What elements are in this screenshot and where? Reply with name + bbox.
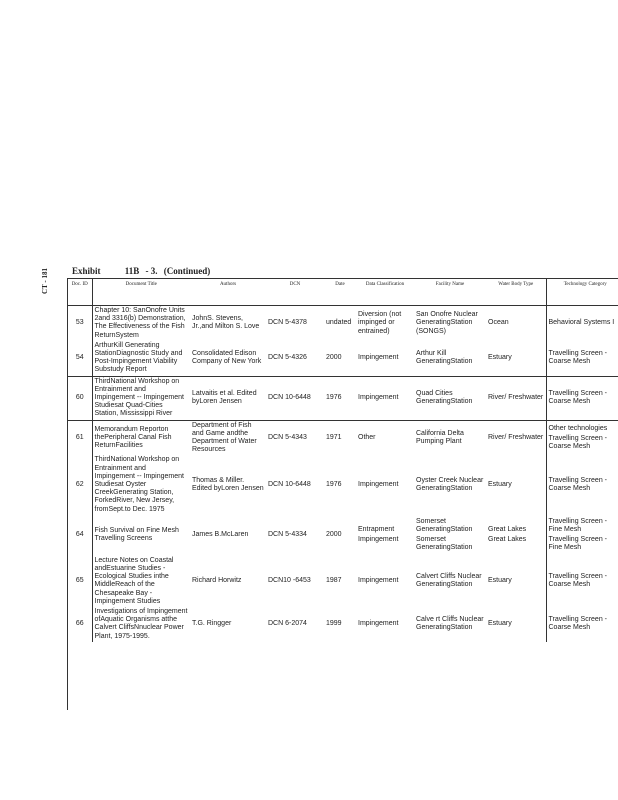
cell-technology xyxy=(546,341,618,376)
cell-doc-id: 60 xyxy=(68,376,92,420)
cell-water-body-entry: River/ Freshwater xyxy=(488,433,544,441)
exhibit-number: 11B xyxy=(124,266,140,276)
cell-technology-entry: Travelling Screen - Coarse Mesh xyxy=(548,434,607,451)
header-authors: Authors xyxy=(219,282,237,287)
cell-date: 1976 xyxy=(324,376,356,420)
header-facility: Facility Name xyxy=(435,282,465,287)
cell-authors: Department of Fish and Game andthe Department of Water Resources xyxy=(192,421,257,454)
exhibit-table-wrapper xyxy=(68,278,618,642)
cell-data-classification xyxy=(356,455,414,514)
cell-data-classification xyxy=(356,376,414,420)
cell-technology xyxy=(546,306,618,341)
table-row xyxy=(68,306,618,341)
cell-water-body-entry: Estuary xyxy=(488,354,512,362)
cell-technology xyxy=(546,420,618,455)
header-technology: Technology Category xyxy=(563,282,607,287)
cell-facility-entry: Somerset GeneratingStation xyxy=(416,517,473,534)
cell-authors: Richard Horwitz xyxy=(192,577,242,585)
cell-data-classification-entry: Impingement xyxy=(358,394,399,402)
cell-title: Investigations of Impingement ofAquatic Organisms atthe Calvert CliffsNnuclear Power Plant, 1975-1995. xyxy=(94,607,188,640)
cell-data-classification-entry: Diversion (not impinged or entrained) xyxy=(358,311,402,335)
cell-dcn: DCN 10-6448 xyxy=(268,481,311,489)
cell-facility xyxy=(414,556,486,607)
cell-facility-entry: Oyster Creek Nuclear GeneratingStation xyxy=(416,476,484,493)
cell-facility xyxy=(414,341,486,376)
cell-title: ThirdNational Workshop on Entrainment and Impingement -- Impingement Studiesat Quad-Cities Station, Mississippi River xyxy=(92,376,190,420)
exhibit-word: Exhibit xyxy=(72,266,101,276)
cell-water-body-entry: Estuary xyxy=(488,577,512,585)
cell-data-classification-entry: Impingement xyxy=(358,577,399,585)
header-dcn: DCN xyxy=(289,282,301,287)
cell-technology-entry: Travelling Screen - Coarse Mesh xyxy=(548,350,607,366)
exhibit-title xyxy=(72,266,214,276)
cell-data-classification xyxy=(356,341,414,376)
cell-water-body-entry: Great Lakes xyxy=(488,536,527,544)
table-row xyxy=(68,556,618,607)
cell-water-body xyxy=(486,420,546,455)
cell-data-classification xyxy=(356,556,414,607)
cell-title: Fish Survival on Fine Mesh Travelling Screens xyxy=(94,527,179,543)
cell-water-body xyxy=(486,455,546,514)
cell-date: 1987 xyxy=(326,577,342,585)
header-data-classification: Data Classification xyxy=(365,282,405,287)
cell-authors: Latvaitis et al. Edited byLoren Jensen xyxy=(190,376,266,420)
cell-data-classification-entry: Impingement xyxy=(358,481,399,489)
cell-data-classification xyxy=(356,515,414,556)
cell-data-classification-entry: Impingement xyxy=(358,354,399,362)
cell-doc-id: 61 xyxy=(68,420,92,455)
cell-facility-entry: Arthur Kill GeneratingStation xyxy=(416,350,473,366)
cell-authors: Thomas & Miller. Edited byLoren Jensen xyxy=(192,476,264,493)
cell-technology-entry: Travelling Screen - Coarse Mesh xyxy=(548,476,607,493)
table-row xyxy=(68,515,618,556)
cell-date: 2000 xyxy=(324,341,356,376)
cell-title: Lecture Notes on Coastal andEstuarine Studies - Ecological Studies inthe MiddleReach of the Chesapeake Bay - Impingement Studies xyxy=(94,556,174,605)
cell-facility xyxy=(414,607,486,642)
cell-facility xyxy=(414,420,486,455)
cell-facility xyxy=(414,515,486,556)
table-header-row xyxy=(68,279,618,306)
header-doc-id: Doc. ID xyxy=(68,279,92,306)
cell-technology xyxy=(546,376,618,420)
cell-data-classification xyxy=(356,420,414,455)
cell-data-classification xyxy=(356,306,414,341)
cell-technology-entry: Travelling Screen - Fine Mesh xyxy=(548,517,607,534)
cell-water-body xyxy=(486,607,546,642)
cell-data-classification-entry: Entrapment xyxy=(358,526,395,534)
cell-technology-entry: Travelling Screen - Coarse Mesh xyxy=(548,389,607,406)
cell-technology xyxy=(546,515,618,556)
cell-dcn: DCN 5-4378 xyxy=(268,319,307,327)
table-row xyxy=(68,455,618,514)
cell-date: 1971 xyxy=(326,433,342,441)
cell-technology-entry: Travelling Screen - Fine Mesh xyxy=(548,536,607,552)
cell-dcn: DCN 5-4343 xyxy=(268,433,307,441)
header-water-body: Water Body Type xyxy=(486,279,546,306)
cell-technology-entry: Travelling Screen - Coarse Mesh xyxy=(548,573,607,589)
cell-date: 2000 xyxy=(326,531,342,539)
cell-date: 1976 xyxy=(326,481,342,489)
table-row xyxy=(68,607,618,642)
table-row xyxy=(68,376,618,420)
cell-date: 1999 xyxy=(326,620,342,628)
cell-facility-entry: California Delta Pumping Plant xyxy=(416,429,464,446)
cell-facility xyxy=(414,306,486,341)
cell-authors: James B.McLaren xyxy=(192,531,249,539)
cell-title: Memorandum Reporton thePeripheral Canal Fish ReturnFacilities xyxy=(94,425,172,450)
cell-dcn: DCN10 -6453 xyxy=(268,577,311,585)
cell-dcn: DCN 5-4334 xyxy=(268,531,307,539)
cell-doc-id: 54 xyxy=(68,341,92,376)
cell-technology xyxy=(546,607,618,642)
cell-title: Chapter 10: SanOnofre Units 2and 3316(b) Demonstration, The Effectiveness of the Fish ReturnSystem xyxy=(94,307,186,339)
exhibit-dash: - 3. xyxy=(145,266,158,276)
cell-title: ArthurKill Generating StationDiagnostic Study and Post-Impingement Viability Substudy Report xyxy=(92,341,190,376)
cell-doc-id: 64 xyxy=(68,515,92,556)
table-row xyxy=(68,341,618,376)
cell-data-classification xyxy=(356,607,414,642)
cell-data-classification-entry: Impingement xyxy=(358,536,399,544)
cell-doc-id: 66 xyxy=(68,607,92,642)
header-title: Document Title xyxy=(125,282,157,287)
cell-facility-entry: San Onofre Nuclear GeneratingStation (SONGS) xyxy=(416,311,478,335)
page-side-label: CT - 181 xyxy=(41,268,49,294)
table-row xyxy=(68,420,618,455)
cell-technology-entry: Other technologies xyxy=(548,424,608,432)
cell-data-classification-entry: Other xyxy=(358,433,376,441)
cell-doc-id: 53 xyxy=(68,306,92,341)
cell-technology xyxy=(546,556,618,607)
cell-authors: T.G. Ringger xyxy=(192,620,232,628)
cell-title: ThirdNational Workshop on Entrainment and Impingement -- Impingement Studiesat Oyster CreekGenerating Station, ForkedRiver, New Jersey, fromSept.to Dec. 1975 xyxy=(94,456,184,513)
cell-dcn: DCN 6-2074 xyxy=(268,620,307,628)
cell-facility xyxy=(414,376,486,420)
cell-technology-entry: Travelling Screen - Coarse Mesh xyxy=(548,616,607,632)
cell-doc-id: 62 xyxy=(68,455,92,514)
exhibit-continued: (Continued) xyxy=(163,266,211,276)
cell-technology xyxy=(546,455,618,514)
cell-dcn: DCN 10-6448 xyxy=(266,376,324,420)
cell-facility-entry: Somerset GeneratingStation xyxy=(416,536,473,552)
cell-water-body-entry: River/ Freshwater xyxy=(488,394,544,402)
exhibit-table xyxy=(68,278,618,642)
cell-facility-entry: Calve rt Cliffs Nuclear GeneratingStation xyxy=(416,616,484,632)
cell-water-body-entry: Great Lakes xyxy=(488,526,527,534)
cell-water-body xyxy=(486,376,546,420)
cell-water-body xyxy=(486,515,546,556)
cell-facility xyxy=(414,455,486,514)
cell-water-body xyxy=(486,556,546,607)
cell-authors: Consolidated Edison Company of New York xyxy=(190,341,266,376)
cell-water-body-entry: Ocean xyxy=(488,319,509,327)
cell-authors: JohnS. Stevens, Jr.,and Milton S. Love xyxy=(192,315,260,331)
cell-facility-entry: Quad Cities GeneratingStation xyxy=(416,389,473,406)
cell-water-body xyxy=(486,341,546,376)
cell-water-body xyxy=(486,306,546,341)
cell-water-body-entry: Estuary xyxy=(488,620,512,628)
cell-dcn: DCN 5-4326 xyxy=(266,341,324,376)
cell-technology-entry: Behavioral Systems I xyxy=(548,319,615,327)
cell-date: undated xyxy=(326,319,352,327)
cell-doc-id: 65 xyxy=(68,556,92,607)
header-date: Date xyxy=(335,282,345,287)
cell-water-body-entry: Estuary xyxy=(488,481,512,489)
cell-facility-entry: Calvert Cliffs Nuclear GeneratingStation xyxy=(416,573,482,589)
cell-data-classification-entry: Impingement xyxy=(358,620,399,628)
table-body xyxy=(68,306,618,642)
